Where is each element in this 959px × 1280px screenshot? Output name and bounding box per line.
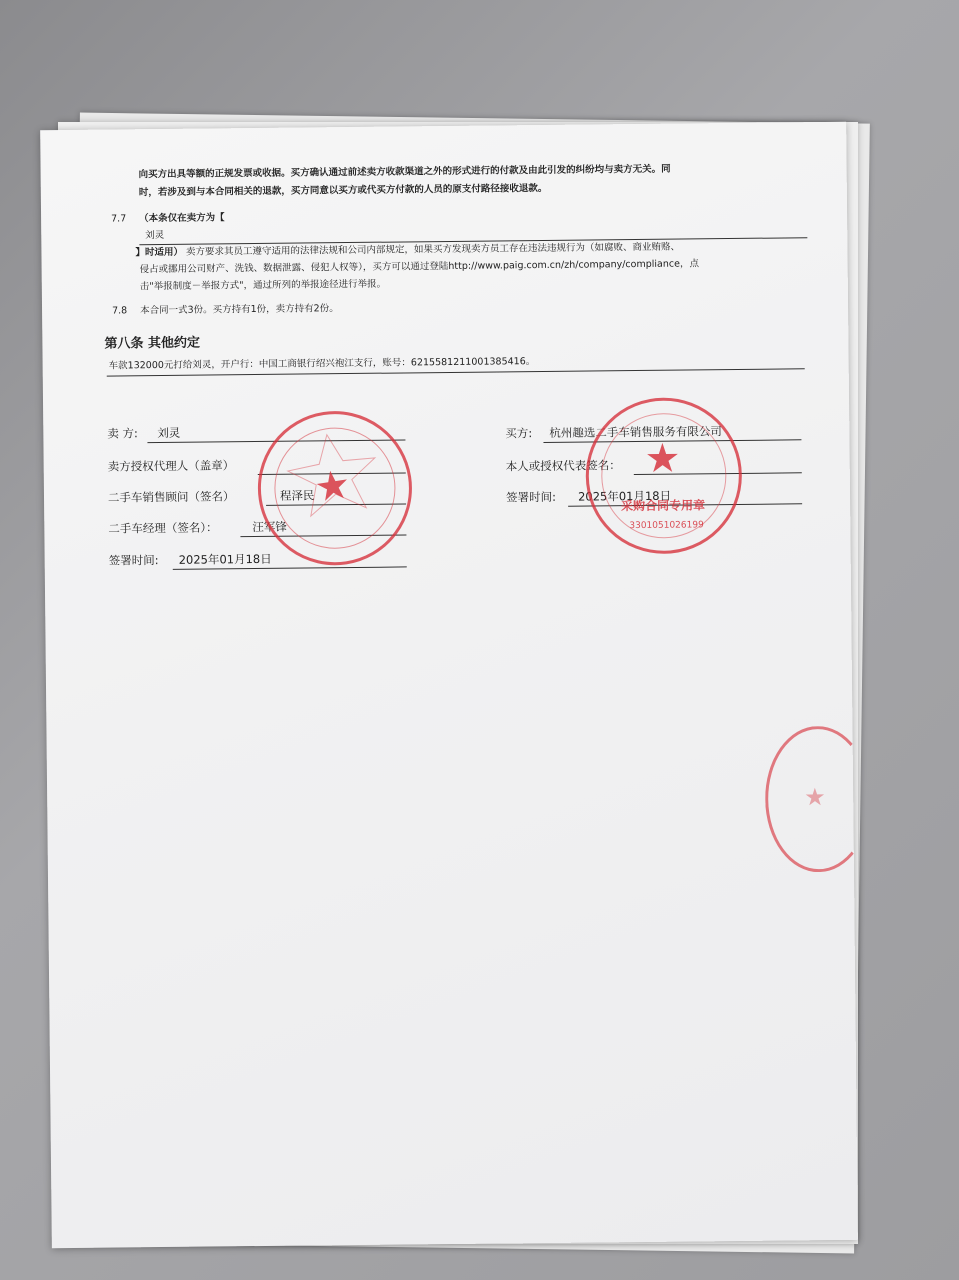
buyer-purchase-seal (585, 397, 743, 555)
seller-company-seal (247, 401, 422, 576)
seller-label: 卖 方: (107, 426, 138, 441)
seal-star-icon: ★ (804, 783, 826, 812)
article-text: 车款132000元打给刘灵，开户行：中国工商银行绍兴袍江支行，账号：6215581211001385416。 (108, 356, 536, 372)
advisor-signature: 程泽民 (279, 488, 315, 503)
clause-text: 本合同一式3份。买方持有1份，卖方持有2份。 (140, 303, 339, 317)
clause-number: 7.7 (111, 213, 127, 225)
buyer-value: 杭州趣选二手车销售服务有限公司 (549, 424, 722, 440)
article-heading: 第八条 其他约定 (104, 335, 201, 352)
clause-close: 】时适用） (135, 246, 184, 259)
seller-date-label: 签署时间: (108, 553, 159, 568)
seal-star-icon: ★ (644, 435, 681, 482)
manager-label: 二手车经理（签名）： (108, 520, 218, 536)
seller-agent-label: 卖方授权代理人（盖章） (107, 458, 235, 474)
clause-line: 击"举报制度－举报方式"，通过所列的举报途径进行举报。 (139, 278, 387, 293)
seller-date-value: 2025年01月18日 (178, 551, 272, 567)
clause-intro: （本条仅在卖方为【 (139, 212, 225, 225)
seller-value: 刘灵 (157, 425, 181, 441)
seal-number: 3301051026199 (629, 520, 704, 532)
paragraph-line: 时，若涉及到与本合同相关的退款，买方同意以买方或代买方付款的人员的原支付路径接收退款。 (138, 182, 548, 199)
buyer-date-value: 2025年01月18日 (577, 488, 672, 504)
clause-line: 卖方要求其员工遵守适用的法律法规和公司内部规定，如果买方发现卖方员工存在违法违规行为（如腐败、商业贿赂、 (185, 241, 681, 258)
paragraph-line: 向买方出具等额的正规发票或收据。买方确认通过前述卖方收款渠道之外的形式进行的付款及由此引发的纠纷均与卖方无关。同 (138, 163, 671, 181)
buyer-label: 买方: (505, 426, 533, 441)
advisor-label: 二手车销售顾问（签名） (107, 489, 235, 505)
clause-line: 侵占或挪用公司财产、洗钱、数据泄露、侵犯人权等），买方可以通过登陆http://www.paig.com.cn/zh/company/compliance，点 (139, 258, 699, 276)
clause-number: 7.8 (112, 305, 128, 317)
seal-star-icon: ★ (311, 461, 354, 512)
partial-seal (764, 726, 872, 873)
manager-signature: 汪军锋 (252, 519, 287, 535)
contract-page (40, 122, 858, 1248)
buyer-date-label: 签署时间: (505, 489, 556, 505)
buyer-rep-label: 本人或授权代表签名： (505, 458, 621, 474)
seal-label: 采购合同专用章 (621, 498, 706, 514)
seller-name-fill: 刘灵 (145, 229, 165, 242)
